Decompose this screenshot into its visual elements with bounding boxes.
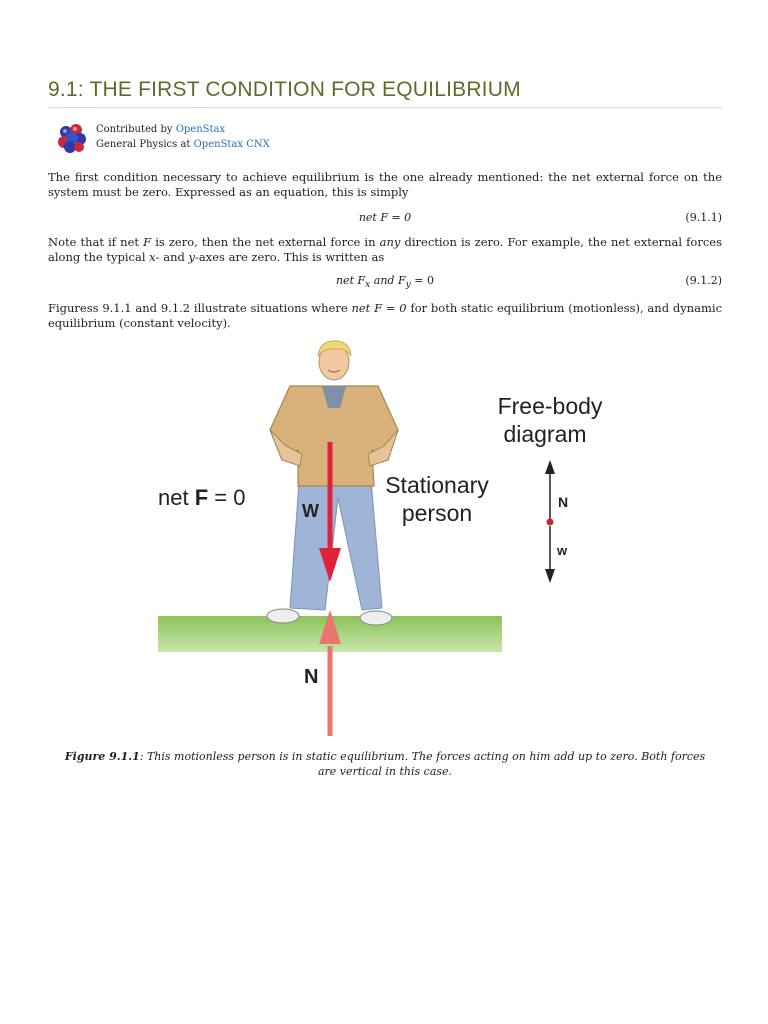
book-link[interactable]: OpenStax CNX [193, 139, 270, 150]
equation-expression: net $F_x$ and $F_y = 0$ [335, 274, 435, 291]
author-link[interactable]: OpenStax [175, 124, 226, 135]
stationary-label-line2: person [401, 500, 473, 526]
equation-number: (9.1.2) [685, 274, 722, 287]
paragraph-2: Note that if net F is zero, then the net external force in any direction is zero. For example, the net external forces along the typical x- and y-axes are zero. This is written as [48, 235, 722, 264]
figure-caption: Figure 9.1.1: This motionless person is in static equilibrium. The forces acting on him add up to zero. Both forces are vertical in this case. [64, 750, 706, 778]
book-line: General Physics at OpenStax CNX [96, 139, 270, 150]
equation-expression: net F = 0 [358, 211, 412, 224]
paragraph-1: The first condition necessary to achieve equilibrium is the one already mentioned: the net external force on the system must be zero. Expressed as an equation, this is simply [48, 170, 722, 199]
equation-9-1-1 [48, 211, 722, 227]
w-label: W [302, 501, 319, 521]
equilibrium-figure [150, 338, 620, 738]
fbd-w-label: w [557, 543, 568, 558]
equation-9-1-2 [48, 274, 722, 290]
fbd-diagram [545, 460, 555, 583]
page-title: 9.1: THE FIRST CONDITION FOR EQUILIBRIUM [48, 78, 521, 101]
fbd-n-label: N [558, 494, 569, 510]
fbd-title-line2: diagram [503, 421, 587, 447]
n-label: N [304, 666, 319, 688]
contributed-by-line: Contributed by OpenStax [96, 124, 226, 135]
paragraph-3: Figuress 9.1.1 and 9.1.2 illustrate situations where net F = 0 for both static equilibrium (motionless), and dynamic equilibrium (constant velocity). [48, 301, 723, 330]
openstax-molecule-logo-icon [56, 122, 88, 154]
caption-label: Figure 9.1.1 [64, 750, 140, 763]
caption-text: This motionless person is in static equilibrium. The forces acting on him add up to zero. Both forces are vertical in this case. [146, 750, 706, 778]
stationary-label-line1: Stationary [385, 472, 489, 498]
title-divider [48, 107, 722, 108]
net-force-label: net F = 0 [158, 485, 246, 510]
fbd-title-line1: Free-body [497, 393, 603, 419]
equation-number: (9.1.1) [685, 211, 722, 224]
